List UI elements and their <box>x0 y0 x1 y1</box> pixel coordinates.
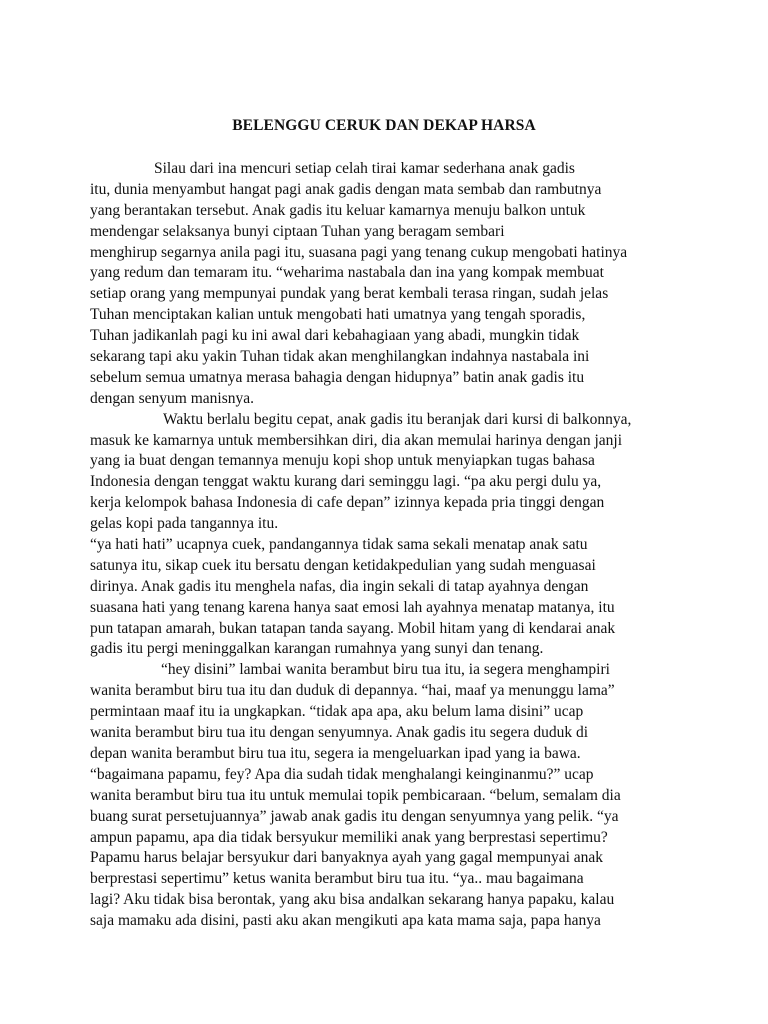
text-line: mendengar selaksanya bunyi ciptaan Tuhan yang beragam sembari <box>90 222 505 240</box>
text-line: permintaan maaf itu ia ungkapkan. “tidak apa apa, aku belum lama disini” ucap <box>90 703 584 721</box>
text-line: yang berantakan tersebut. Anak gadis itu keluar kamarnya menuju balkon untuk <box>90 201 586 219</box>
text-line: Tuhan menciptakan kalian untuk mengobati hati umatnya yang tengah sporadis, <box>90 306 586 324</box>
text-line: sekarang tapi aku yakin Tuhan tidak akan menghilangkan indahnya nastabala ini <box>90 348 590 366</box>
text-line: “ya hati hati” ucapnya cuek, pandangannya tidak sama sekali menatap anak satu <box>90 536 588 554</box>
text-line: menghirup segarnya anila pagi itu, suasana pagi yang tenang cukup mengobati hatinya <box>90 243 628 261</box>
text-line: kerja kelompok bahasa Indonesia di cafe depan” izinnya kepada pria tinggi dengan <box>90 494 605 512</box>
text-line: wanita berambut biru tua itu dan duduk di depannya. “hai, maaf ya menunggu lama” <box>90 682 615 700</box>
text-line: “bagaimana papamu, fey? Apa dia sudah tidak menghalangi keinginanmu?” ucap <box>90 765 594 783</box>
text-line: ampun papamu, apa dia tidak bersyukur memiliki anak yang berprestasi sepertimu? <box>90 828 608 846</box>
text-line: masuk ke kamarnya untuk membersihkan diri, dia akan memulai harinya dengan janji <box>90 431 623 449</box>
text-line: gelas kopi pada tangannya itu. <box>90 515 279 533</box>
text-line: lagi? Aku tidak bisa berontak, yang aku bisa andalkan sekarang hanya papaku, kalau <box>90 891 615 909</box>
document-title: BELENGGU CERUK DAN DEKAP HARSA <box>232 117 536 134</box>
text-line: Papamu harus belajar bersyukur dari banyaknya ayah yang gagal mempunyai anak <box>90 849 604 867</box>
document-body <box>90 159 690 932</box>
text-line: wanita berambut biru tua itu untuk memulai topik pembicaraan. “belum, semalam dia <box>90 786 621 804</box>
text-line: dirinya. Anak gadis itu menghela nafas, dia ingin sekali di tatap ayahnya dengan <box>90 577 589 595</box>
text-line: “hey disini” lambai wanita berambut biru tua itu, ia segera menghampiri <box>161 661 610 679</box>
text-line: Silau dari ina mencuri setiap celah tirai kamar sederhana anak gadis <box>154 160 575 177</box>
text-line: suasana hati yang tenang karena hanya saat emosi lah ayahnya menatap matanya, itu <box>90 598 615 616</box>
text-line: saja mamaku ada disini, pasti aku akan mengikuti apa kata mama saja, papa hanya <box>90 912 601 930</box>
text-line: yang redum dan temaram itu. “weharima nastabala dan ina yang kompak membuat <box>90 264 604 282</box>
text-line: depan wanita berambut biru tua itu, segera ia mengeluarkan ipad yang ia bawa. <box>90 744 581 762</box>
text-line: satunya itu, sikap cuek itu bersatu dengan ketidakpedulian yang sudah menguasai <box>90 556 596 574</box>
text-line: wanita berambut biru tua itu dengan senyumnya. Anak gadis itu segera duduk di <box>90 724 589 742</box>
text-line: Indonesia dengan tenggat waktu kurang dari seminggu lagi. “pa aku pergi dulu ya, <box>90 473 602 491</box>
text-line: buang surat persetujuannya” jawab anak gadis itu dengan senyumnya yang pelik. “ya <box>90 807 619 825</box>
text-line: sebelum semua umatnya merasa bahagia dengan hidupnya” batin anak gadis itu <box>90 368 585 386</box>
text-line: Waktu berlalu begitu cepat, anak gadis itu beranjak dari kursi di balkonnya, <box>163 410 632 428</box>
text-line: dengan senyum manisnya. <box>90 389 255 407</box>
text-line: itu, dunia menyambut hangat pagi anak gadis dengan mata sembab dan rambutnya <box>90 180 602 198</box>
text-line: setiap orang yang mempunyai pundak yang berat kembali terasa ringan, sudah jelas <box>90 285 609 303</box>
text-line: berprestasi sepertimu” ketus wanita berambut biru tua itu. “ya.. mau bagaimana <box>90 870 584 888</box>
text-line: gadis itu pergi meninggalkan karangan rumahnya yang sunyi dan tenang. <box>90 640 544 658</box>
text-line: pun tatapan amarah, bukan tatapan tanda sayang. Mobil hitam yang di kendarai anak <box>90 619 616 637</box>
text-line: yang ia buat dengan temannya menuju kopi shop untuk menyiapkan tugas bahasa <box>90 452 595 470</box>
text-line: Tuhan jadikanlah pagi ku ini awal dari kebahagiaan yang abadi, mungkin tidak <box>90 327 580 345</box>
